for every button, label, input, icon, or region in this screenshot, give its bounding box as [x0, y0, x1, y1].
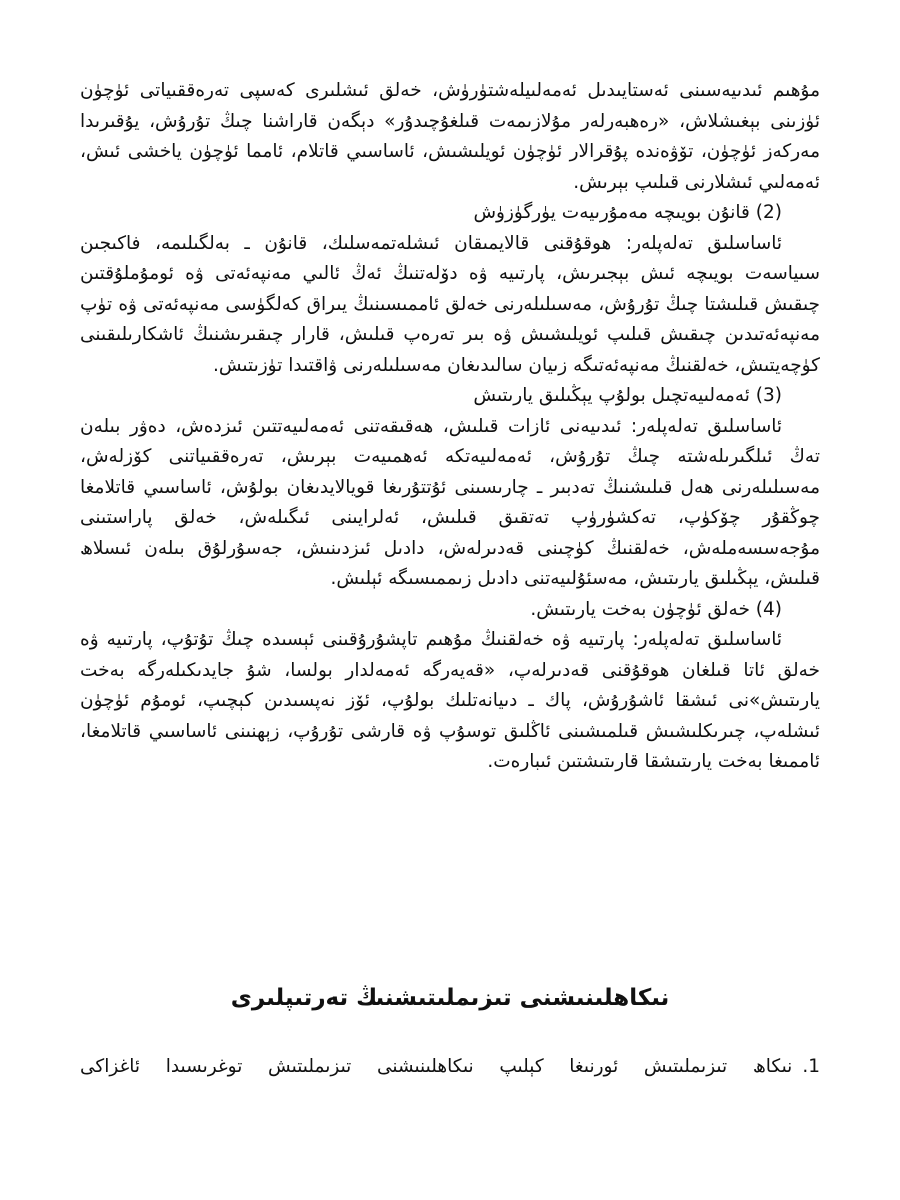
chapter-title: نىكاھلىنىشنى تىزىملىتىشنىڭ تەرتىپلىرى: [230, 985, 670, 1011]
subheading-2: (2) قانۇن بويىچە مەمۇرىيەت يۈرگۈزۈش: [473, 202, 782, 223]
subheading-3: (3) ئەمەلىيەتچىل بولۇپ يېڭىلىق يارىتىش: [473, 385, 782, 406]
document-body: [80, 76, 820, 778]
list-item: [80, 1052, 820, 1083]
paragraph-intro: مۇھىم ئىدىيەسىنى ئەستايىدىل ئەمەلىيلەشتۈرۈش، خەلق ئىشلىرى كەسپى تەرەققىياتى ئۈچۈن ئۈزىنى بېغىشلاش، «رەھبەرلەر مۇلازىمەت قىلغۇچىدۇر» دېگەن قاراشنا چىڭ تۇرۇش، يۇقىرىدا مەركەز ئۈچۈن، تۆۋەندە پۇقرالار ئۈچۈن ئويلىشىش، ئاساسىي قاتلام، ئامما ئۈچۈن ياخشى ئىش، ئەمەلىي ئىشلارنى قىلىپ بېرىش.: [80, 80, 820, 193]
subheading-4: (4) خەلق ئۈچۈن بەخت يارىتىش.: [530, 598, 782, 620]
paragraph-requirements-3: ئاساسلىق تەلەپلەر: ئىدىيەنى ئازات قىلىش، ھەقىقەتنى ئەمەلىيەتتىن ئىزدەش، دەۋر بىلەن تەڭ ئىلگىرىلەشتە چىڭ تۇرۇش، ئەمەلىيەتكە ئەھمىيەت بېرىش، تەرەققىياتنى كۆزلەش، مەسىلىلەرنى ھەل قىلىشنىڭ تەدبىر ـ چارىسىنى ئۇتتۇرىغا قويالايدىغان بولۇش، ئاساسىي قاتلامغا چوڭقۇر چۆكۈپ، تەكشۈرۈپ تەتقىق قىلىش، ئەلرايىنى ئىگىلەش، خەلق پاراستىنى مۇجەسسەملەش، خەلقنىڭ كۈچىنى قەدىرلەش، دادىل ئىزدىنىش، جەسۇرلۇق بىلەن ئىسلاھ قىلىش، يېڭىلىق يارىتىش، مەسئۇلىيەتنى دادىل زىممىسىگە ئېلىش.: [80, 415, 820, 589]
list-item-text: نىكاھ تىزىملىتىش ئورنىغا كېلىپ نىكاھلىنىشنى تىزىملىتىش توغرىسىدا ئاغزاكى: [80, 1056, 793, 1077]
paragraph-requirements-4: ئاساسلىق تەلەپلەر: پارتىيە ۋە خەلقنىڭ مۇھىم تاپشۇرۇقىنى ئېسىدە چىڭ تۇتۇپ، پارتىيە ۋە خەلق ئاتا قىلغان ھوقۇقنى قەدىرلەپ، «قەيەرگە ئەمەلدار بولسا، شۇ جايدىكىلەرگە بەخت يارىتىش»نى ئىشقا ئاشۇرۇش، پاك ـ دىيانەتلىك بولۇپ، ئۆز نەپسىدىن كېچىپ، ئومۇم ئۈچۈن ئىشلەپ، چىرىكلىشىش قىلمىشىنى ئاڭلىق توسۇپ ۋە قارشى تۇرۇپ، زېھنىنى ئاساسىي قاتلامغا، ئاممىغا بەخت يارىتىشقا قارىتىشتىن ئىبارەت.: [80, 629, 820, 772]
paragraph-requirements-2: ئاساسلىق تەلەپلەر: ھوقۇقنى قالايمىقان ئىشلەتمەسلىك، قانۇن ـ بەلگىلىمە، فاكىجىن سىياسەت بويىچە ئىش بېجىرىش، پارتىيە ۋە دۆلەتنىڭ ئەڭ ئالىي مەنپەئەتى ۋە ئومۇملۇقتىن چىقىش قىلىشتا چىڭ تۇرۇش، مەسىلىلەرنى خەلق ئاممىسىنىڭ يىراق كەلگۈسى مەنپەئەتى ۋە تۈپ مەنپەئەتىدىن چىقىش قىلىپ ئويلىشىش ۋە بىر تەرەپ قىلىش، قارار چىقىرىشنىڭ ئاشكارىلىقىنى كۈچەيتىش، خەلقنىڭ مەنپەئەتىگە زىيان سالىدىغان مەسىلىلەرنى ۋاقتىدا تۈزىتىش.: [80, 232, 820, 376]
list-item-number: 1.: [802, 1056, 820, 1077]
